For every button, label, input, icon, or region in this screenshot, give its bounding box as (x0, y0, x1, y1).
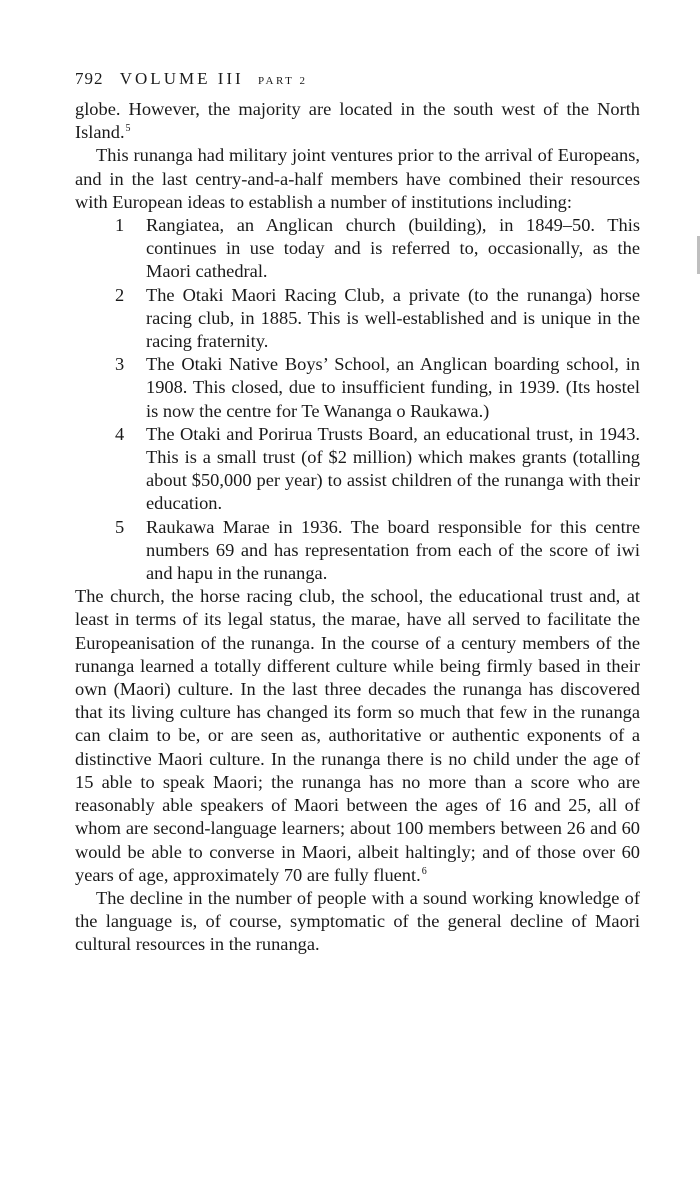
list-item-number: 1 (115, 215, 125, 236)
list-item (75, 284, 640, 354)
list-item-text: Rangiatea, an Anglican church (building), in 1849–50. This continues in use today and is referred to, occasionally, as the Maori cathedral. (146, 215, 640, 282)
list-item (75, 353, 640, 423)
running-head (75, 66, 640, 92)
paragraph-text: globe. However, the majority are located in the south west of the North Island. (75, 99, 640, 143)
list-item-text: Raukawa Marae in 1936. The board responsible for this centre numbers 69 and has representation from each of the score of iwi and hapu in the runanga. (146, 516, 640, 584)
body-text (75, 98, 640, 957)
list-item-number: 2 (115, 284, 125, 305)
list-item (75, 516, 640, 586)
list-item-number: 4 (115, 423, 125, 444)
list-item-number: 3 (115, 354, 125, 375)
list-item-text: The Otaki Native Boys’ School, an Anglican boarding school, in 1908. This closed, due to insufficient funding, in 1939. (Its hostel is now the centre for Te Wananga o Raukawa.) (146, 354, 640, 421)
list-item-text: The Otaki and Porirua Trusts Board, an educational trust, in 1943. This is a small trust (of $2 million) which makes grants (totalling about $50,000 per year) to assist children of the runanga with their education. (146, 423, 640, 514)
list-item (75, 423, 640, 516)
footnote-marker: 6 (421, 865, 427, 877)
book-page (75, 66, 640, 957)
paragraph-institutions: This runanga had military joint ventures prior to the arrival of Europeans, and in the last centry-and-a-half members have combined their resources with European ideas to establish a number of institutions including: (75, 145, 640, 212)
paragraph-decline: The decline in the number of people with a sound working knowledge of the language is, of course, symptomatic of the general decline of Maori cultural resources in the runanga. (75, 887, 640, 955)
paragraph-europeanisation (75, 585, 640, 887)
list-item-number: 5 (115, 516, 125, 537)
institutions-list (75, 214, 640, 585)
part-label: PART 2 (257, 75, 308, 87)
footnote-marker: 5 (125, 123, 131, 135)
volume-label: VOLUME III (119, 69, 244, 88)
list-item (75, 214, 640, 284)
list-item-text: The Otaki Maori Racing Club, a private (to the runanga) horse racing club, in 1885. This is well-established and is unique in the racing fraternity. (146, 284, 640, 352)
paragraph-continuation (75, 98, 640, 144)
page-number: 792 (75, 69, 104, 88)
paragraph-text: The church, the horse racing club, the school, the educational trust and, at least in terms of its legal status, the marae, have all served to facilitate the Europeanisation of the runanga. In the course of a century members of the runanga learned a totally different culture while being firmly based in their own (Maori) culture. In the last three decades the runanga has discovered that its living culture has changed its form so much that few in the runanga can claim to be, or are seen as, authoritative or authentic exponents of a distinctive Maori culture. In the runanga there is no child under the age of 15 able to speak Maori; the runanga has no more than a score who are reasonably able speakers of Maori between the ages of 16 and 25, all of whom are second-language learners; about 100 members between 26 and 60 would be able to converse in Maori, albeit haltingly; and of those over 60 years of age, approximately 70 are fully fluent. (75, 586, 640, 885)
